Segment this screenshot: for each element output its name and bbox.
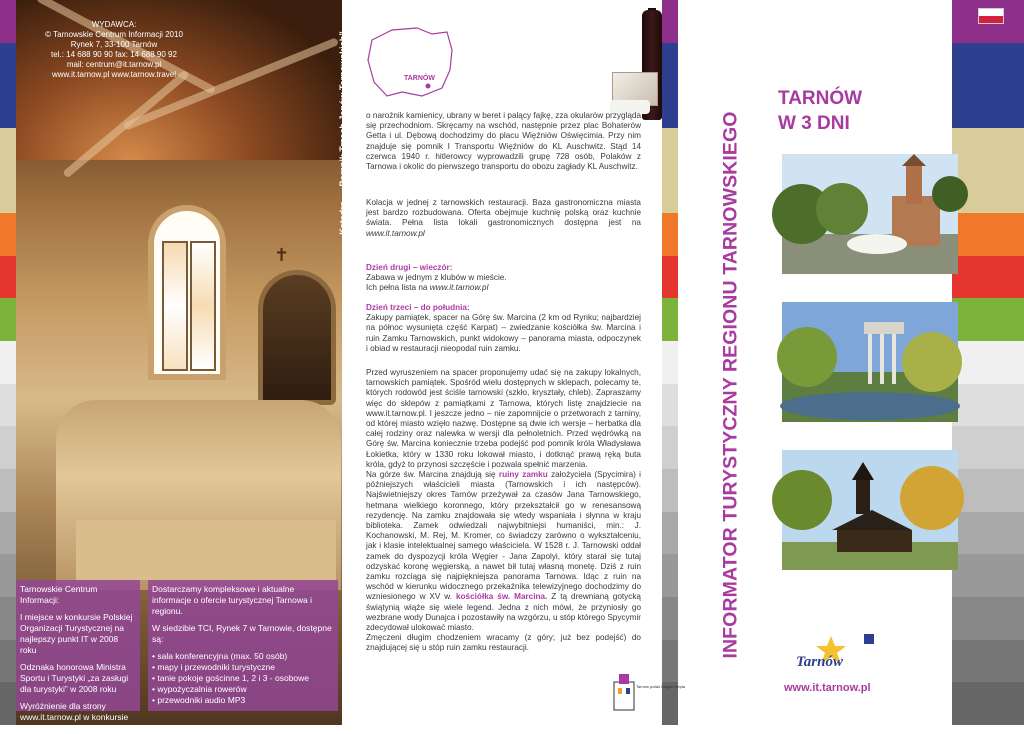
svg-text:Tarnów polski biegun ciepła: Tarnów polski biegun ciepła bbox=[636, 684, 685, 689]
color-stripe bbox=[952, 512, 1024, 555]
services-intro: Dostarczamy kompleksowe i aktualne informacje o ofercie turystycznej Tarnowa i regionu. bbox=[152, 584, 312, 616]
site-link[interactable]: www.it.tarnow.pl bbox=[429, 283, 489, 293]
color-stripe bbox=[662, 128, 678, 171]
color-stripe bbox=[952, 597, 1024, 640]
itinerary-text-panel bbox=[342, 0, 685, 725]
stained-glass-window bbox=[148, 205, 226, 380]
award-item: Odznaka honorowa Ministra Sportu i Turystyki „za zasługi dla turystyki” w 2008 roku bbox=[20, 662, 129, 694]
poland-map-icon bbox=[362, 20, 457, 100]
color-stripe bbox=[662, 213, 678, 256]
cover-panel bbox=[678, 0, 952, 725]
castle-ruins-highlight: ruiny zamku bbox=[498, 470, 548, 480]
color-stripe bbox=[662, 426, 678, 469]
svg-text:Tarnów: Tarnów bbox=[796, 654, 843, 670]
service-item: • mapy i przewodniki turystyczne bbox=[152, 662, 275, 672]
color-stripe bbox=[0, 682, 16, 725]
church-highlight: kościółka św. Marcina. bbox=[456, 592, 548, 602]
cross-icon: ✝ bbox=[274, 245, 290, 265]
publisher-copyright: © Tarnowskie Centrum Informacji 2010 bbox=[45, 30, 183, 39]
color-stripe bbox=[0, 213, 16, 256]
color-stripe bbox=[952, 298, 1024, 341]
color-stripe bbox=[662, 256, 678, 299]
services-seat: W siedzibie TCI, Rynek 7 w Tarnowie, dostępne są: bbox=[152, 623, 332, 644]
services-list bbox=[152, 651, 334, 706]
service-item: • przewodniki audio MP3 bbox=[152, 695, 246, 705]
site-link[interactable]: www.it.tarnow.pl bbox=[366, 228, 425, 238]
polish-flag-icon[interactable] bbox=[978, 8, 1004, 24]
color-stripe bbox=[0, 554, 16, 597]
right-color-stripes bbox=[952, 0, 1024, 725]
left-color-stripes bbox=[0, 0, 16, 725]
awards-box bbox=[16, 580, 140, 733]
publisher-websites: www.it.tarnow.pl www.tarnow.travel bbox=[51, 70, 177, 79]
color-stripe bbox=[0, 128, 16, 171]
color-stripe bbox=[0, 597, 16, 640]
color-stripe bbox=[0, 298, 16, 341]
publisher-address: Rynek 7, 33-100 Tarnów bbox=[70, 40, 158, 49]
color-stripe bbox=[662, 341, 678, 384]
color-stripe bbox=[662, 43, 678, 86]
publisher-label: WYDAWCA: bbox=[91, 20, 137, 29]
wall-relief bbox=[258, 270, 336, 405]
services-box bbox=[148, 580, 338, 711]
publisher-phone: tel.: 14 688 90 90 fax: 14 688 90 92 bbox=[51, 50, 177, 59]
color-stripe bbox=[662, 640, 678, 683]
town-hall-photo bbox=[782, 154, 958, 274]
color-stripe bbox=[0, 171, 16, 214]
color-stripe bbox=[662, 0, 678, 43]
color-stripe bbox=[0, 43, 16, 86]
day2-heading: Dzień drugi – wieczór: bbox=[366, 263, 453, 272]
color-stripe bbox=[0, 384, 16, 427]
color-stripe bbox=[952, 554, 1024, 597]
color-stripe bbox=[952, 128, 1024, 171]
color-stripe bbox=[662, 85, 678, 128]
paragraph-castle: Przed wyruszeniem na spacer proponujemy udać się na zakupy lokalnych, tarnowskich pamiątek. Spośród wielu dostępnych w sklepach, polecamy te, których rodowód jest ściśle tarnowski (szkło, kryształy, chleb). Zapraszamy więc do sklepów z pamiątkami z Tarnowa, których listę znajdziecie na www.it.tarnow.pl. I jeszcze jedno – nie zapomnijcie o przetworach z tarniny, od której miasto wzięło nazwę. Dostępne są dwie ich wersje – herbatka dla całej rodziny oraz nalewka w wersji dla pełnoletnich. Przed wędrówką na Górę św. Marcina koniecznie trzeba podejść pod pomnik króla Władysława Łokietka, który w 1330 roku lokował miasto, i dotknąć prawą ręką buta króla, gdyż to przynosi szczęście i pozwala spełnić marzenia. Na górze św. Marcina znajdują się ruiny zamku założyciela (Spycimira) i późniejszych właścicieli miasta (Tarnowskich i ich następców). Najświetniejszy okres Tarnów przeżywał za czasów Jana Tarnowskiego, hetmana wielkiego koronnego, który przekształcił go w renesansową rezydencję. Na zamku znajdowała się wtedy wspaniała i słynna w kraju biblioteka. Zamek odwiedzali najwybitniejsi humaniści, min.: J. Kochanowski, M. Rej, M. Kromer, co świadczy zarówno o wykształceniu, jak i klasie intelektualnej samego właściciela. W 1528 r. J. Tarnowski oddał zamek do dyspozycji króla Węgier - Jana Zapolyi, który starał się tutaj odzyskać koronę węgierską, a nawet bił tutaj własną monetę. Dziś z ruin zamku rozciąga się najpiękniejsza panorama Tarnowa. Idąc z ruin na wschód w kierunku widocznego przekaźnika telewizyjnego dochodzimy do wzniesionego w XV w. kościółka św. Marcina. Z tą drewnianą gotycką świątynią wiąże się wiele legend. Jedna z nich mówi, że przyniosły go wezbrane wody Dunajca i pozostawiły na wzgórzu, u stóp którego Spycymir zdecydował ulokować miasto. Zmęczeni długim chodzeniem wracamy (z góry; już bez podejść) do znajdującej się u stóp ruin zamku restauracji. bbox=[366, 368, 642, 653]
park-rotunda-photo bbox=[782, 302, 958, 422]
cover-title: TARNÓW W 3 DNI bbox=[778, 88, 863, 134]
color-stripe bbox=[662, 384, 678, 427]
color-stripe bbox=[952, 43, 1024, 86]
color-stripe bbox=[0, 256, 16, 299]
tarnow-warm-pole-logo bbox=[612, 668, 685, 714]
color-stripe bbox=[0, 469, 16, 512]
color-stripe bbox=[952, 213, 1024, 256]
day3-heading: Dzień trzeci – do południa: bbox=[366, 303, 470, 312]
tarnow-brand-logo bbox=[786, 632, 876, 676]
color-stripe bbox=[0, 512, 16, 555]
color-stripe bbox=[0, 640, 16, 683]
color-stripe bbox=[952, 426, 1024, 469]
color-stripe bbox=[662, 298, 678, 341]
color-stripe bbox=[662, 171, 678, 214]
color-stripe bbox=[952, 640, 1024, 683]
color-stripe bbox=[952, 341, 1024, 384]
photo-caption: Katedra – „Pomnik Trzech Janów Tarnowskich” bbox=[338, 31, 348, 235]
publisher-info bbox=[44, 20, 184, 80]
paragraph-monument: o narożnik kamienicy, ubrany w beret i palący fajkę, zza okularów przyglądа się przechodniom. Skręcamy na wschód, następnie przez plac Bohaterów Getta i ul. Dębową dochodzimy do placu Więźniów Oświęcimia. Przy nim znajduje się pomnik I Transportu Więźniów do KL Auschwitz. Stąd 14 czerwca 1940 r. hitlerowcy wyprowadzili grupę 728 osób, Polaków z Tarnowa i okolic do pierwszego transportu do obozu zagłady KL Auschwitz. bbox=[366, 111, 641, 172]
tomb-slab bbox=[76, 520, 336, 580]
color-stripe bbox=[0, 341, 16, 384]
service-item: • sala konferencyjna (max. 50 osób) bbox=[152, 651, 288, 661]
color-stripe bbox=[0, 426, 16, 469]
vertical-title: INFORMATOR TURYSTYCZNY REGIONU TARNOWSKIEGO bbox=[719, 111, 742, 659]
color-stripe bbox=[0, 85, 16, 128]
map-label: TARNÓW bbox=[404, 75, 435, 82]
color-stripe bbox=[662, 512, 678, 555]
award-item: I miejsce w konkursie Polskiej Organizacji Turystycznej na najlepszy punkt IT w 2008 roku bbox=[20, 612, 133, 655]
color-stripe bbox=[952, 384, 1024, 427]
paragraph-day2: Dzień drugi – wieczór: Zabawa w jednym z klubów w mieście. Ich pełna lista na www.it.tarnow.pl bbox=[366, 263, 641, 294]
paragraph-dinner: Kolacja w jednej z tarnowskich restauracji. Baza gastronomiczna miasta jest bardzo rozbudowana. Oferta obejmuje kuchnię polską oraz kuchnie świata. Pełna lista lokali gastronomicznych dostępna jest na www.it.tarnow.pl bbox=[366, 198, 641, 238]
color-stripe bbox=[952, 682, 1024, 725]
award-item: Wyróżnienie dla strony www.it.tarnow.pl w konkursie „Złote Formaty 2008” bbox=[20, 701, 129, 733]
wooden-church-photo bbox=[782, 450, 958, 570]
publisher-email: mail: centrum@it.tarnow.pl bbox=[66, 60, 162, 69]
color-stripe bbox=[662, 469, 678, 512]
service-item: • wypożyczalnia rowerów bbox=[152, 684, 247, 694]
color-stripe bbox=[662, 597, 678, 640]
color-stripe bbox=[952, 85, 1024, 128]
color-stripe bbox=[952, 256, 1024, 299]
service-item: • tanie pokoje gościnne 1, 2 i 3 - osobowe bbox=[152, 673, 310, 683]
awards-heading: Tarnowskie Centrum Informacji: bbox=[20, 584, 98, 605]
color-stripe bbox=[0, 0, 16, 43]
paragraph-day3: Dzień trzeci – do południa: Zakupy pamiątek, spacer na Górę św. Marcina (2 km od Rynku; najbardziej na północ wysunięta część Karpat) – zwiedzanie kościółka św. Marcina i ruin Zamku Tarnowskich, punkt widokowy – panorama miasta, odpoczynek i obiad w restauracji nieopodal ruin zamku. bbox=[366, 303, 641, 353]
color-stripe bbox=[662, 554, 678, 597]
middle-color-stripes bbox=[662, 0, 678, 725]
website-link[interactable]: www.it.tarnow.pl bbox=[784, 682, 871, 694]
